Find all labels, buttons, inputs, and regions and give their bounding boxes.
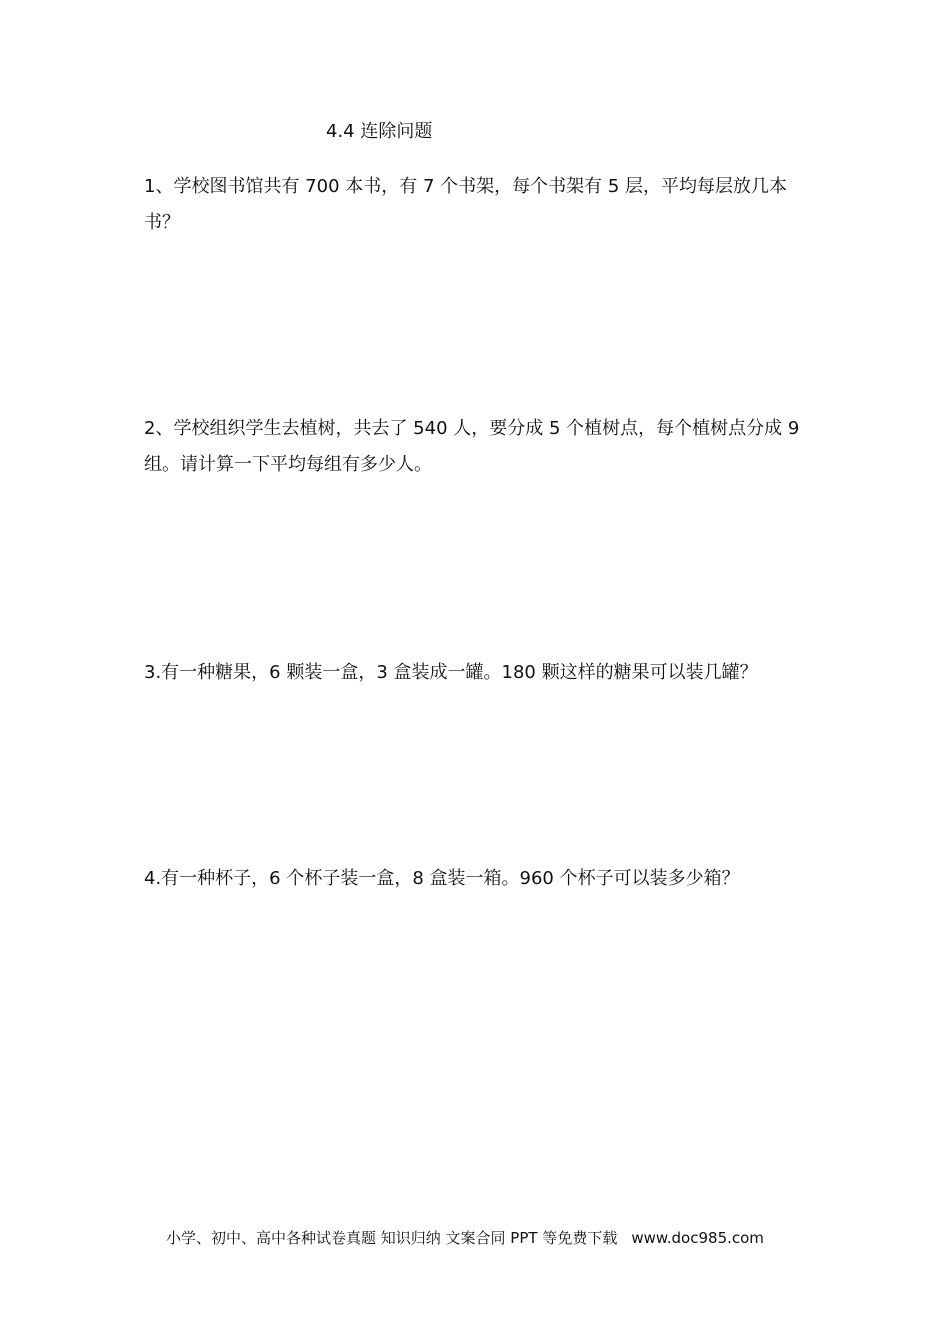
worksheet-title: 4.4 连除问题 — [326, 121, 433, 142]
question-2: 2、学校组织学生去植树，共去了 540 人，要分成 5 个植树点，每个植树点分成 9 组。请计算一下平均每组有多少人。 — [144, 418, 800, 475]
question-4: 4.有一种杯子，6 个杯子装一盒，8 盒装一箱。960 个杯子可以装多少箱？ — [144, 868, 740, 889]
question-3: 3.有一种糖果，6 颗装一盒，3 盒装成一罐。180 颗这样的糖果可以装几罐？ — [144, 662, 758, 683]
page-footer — [166, 1227, 764, 1249]
footer-url: www.doc985.com — [631, 1229, 764, 1247]
question-1: 1、学校图书馆共有 700 本书，有 7 个书架，每个书架有 5 层，平均每层放几本书？ — [144, 176, 788, 233]
footer-text: 小学、初中、高中各种试卷真题 知识归纳 文案合同 PPT 等免费下载 — [166, 1229, 618, 1247]
